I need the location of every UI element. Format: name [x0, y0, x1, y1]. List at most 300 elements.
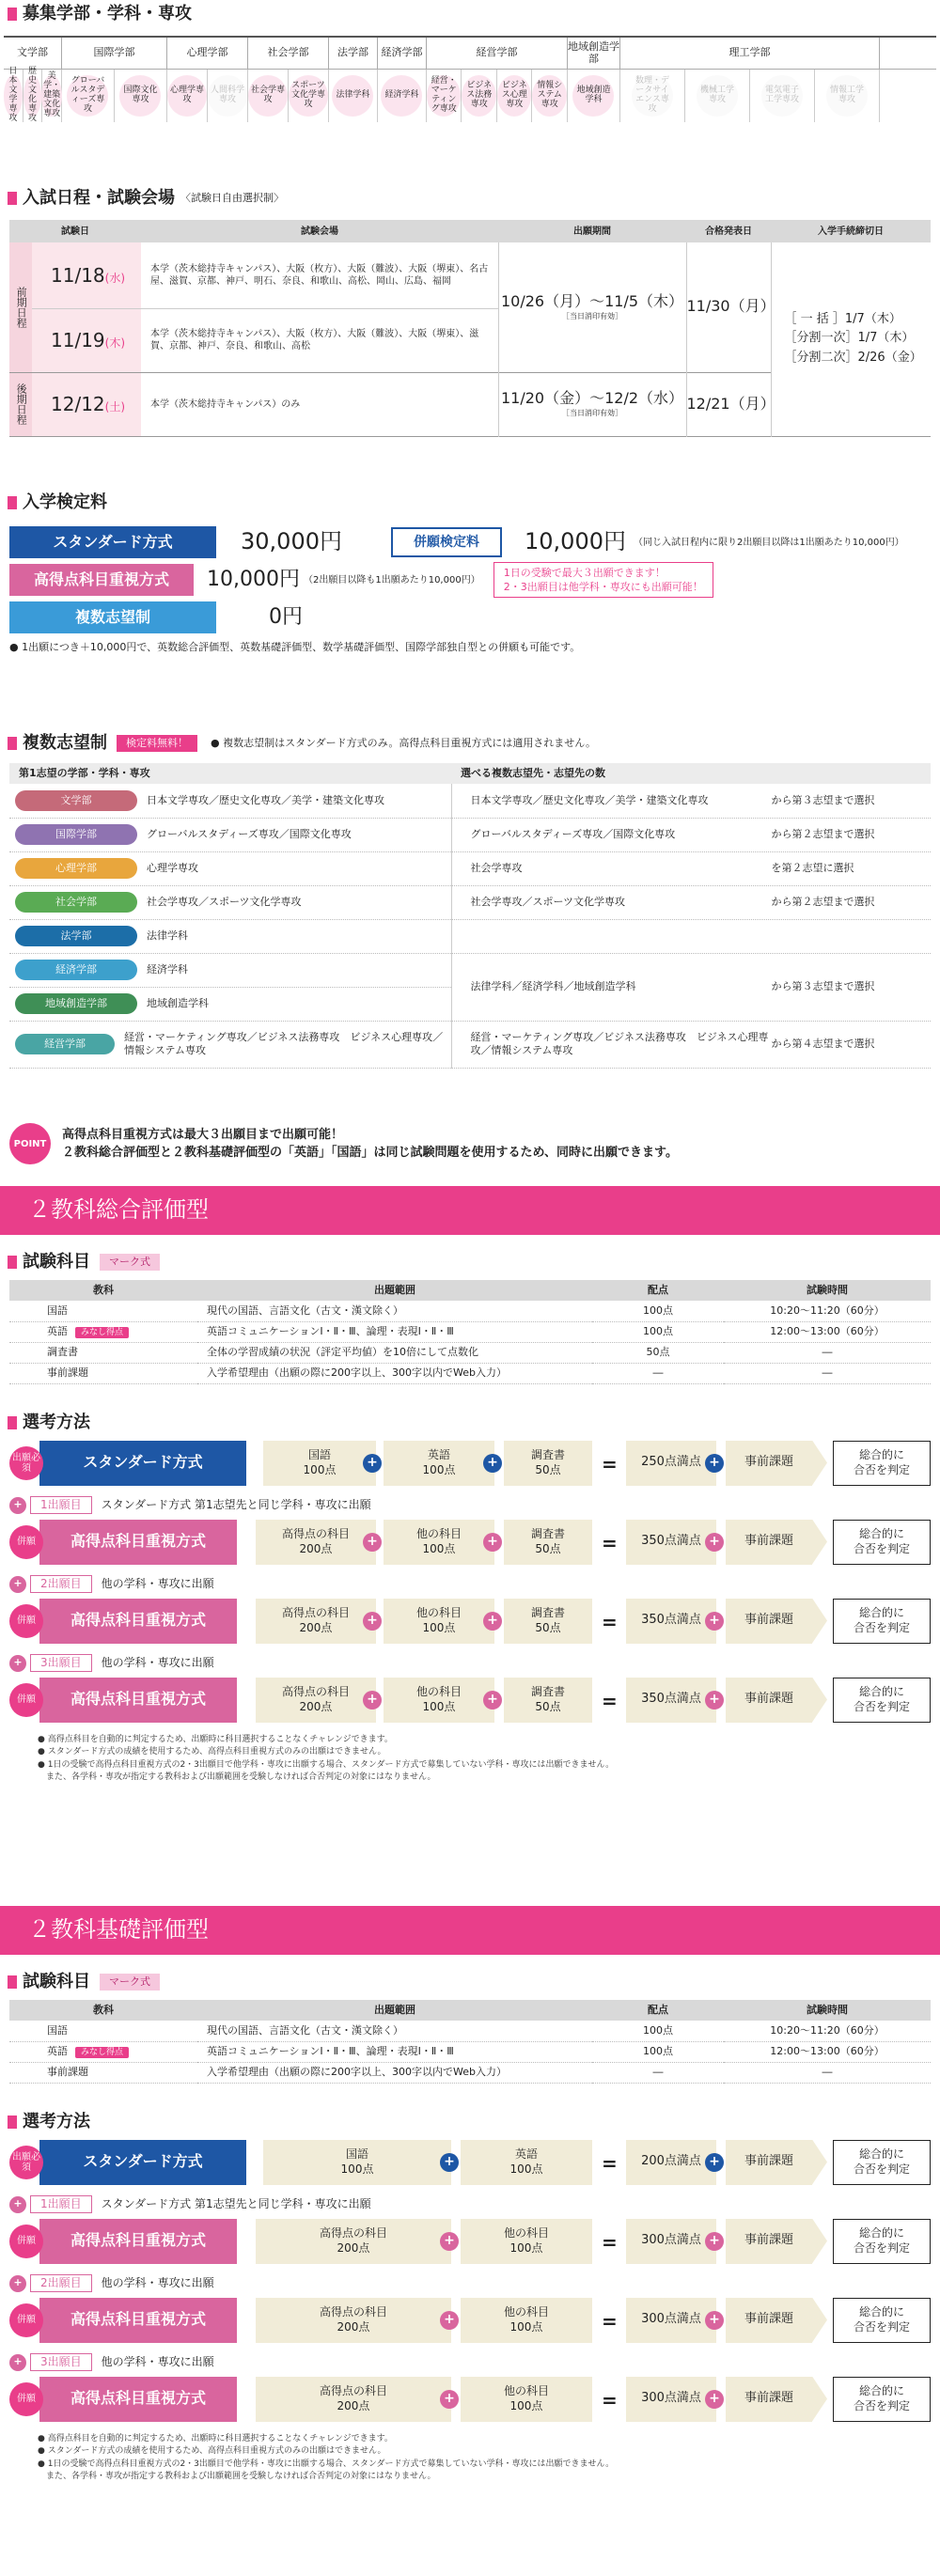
first-choice-cell	[9, 885, 451, 919]
note: また、各学科・専攻が指定する教科および出願範囲を受験しなければ合否判定の対象にはなりません。	[38, 1772, 436, 1782]
hi-note: （2出願目以降も1出願あたり10,000円）	[303, 574, 480, 585]
subject-lines	[504, 2384, 549, 2413]
faculty-header-row	[4, 38, 936, 70]
subject-lines	[416, 1685, 462, 1714]
first-choice-cell	[9, 919, 451, 953]
plus-icon: +	[705, 1691, 724, 1710]
subject-line: 他の科目	[503, 2304, 549, 2318]
note: ● スタンダード方式の成績を使用するため、高得点科目重視方式のみの出願はできません。	[38, 2446, 386, 2456]
subject-line: 200点	[337, 2240, 370, 2255]
subject-box	[461, 2219, 592, 2264]
program-circle: 地域創造学科	[572, 75, 614, 117]
plus-icon: +	[705, 1454, 724, 1473]
application-tag	[9, 2194, 931, 2215]
multi-note: ● 複数志望制はスタンダード方式のみ。高得点科目重視方式には適用されません。	[211, 736, 596, 749]
first-choice-cell	[9, 1021, 451, 1068]
final-judgement	[833, 1520, 931, 1565]
subject-range: 現代の国語、言語文化（古文・漢文除く）	[197, 1301, 592, 1321]
final-lines	[854, 1448, 910, 1477]
choices	[471, 980, 932, 993]
program-cell	[620, 70, 685, 122]
subject-header: 試験時間	[807, 1283, 848, 1296]
essay-box: 事前課題	[726, 2219, 812, 2264]
choice-count: から第３志望まで選択	[771, 793, 875, 806]
equals-icon: =	[602, 2309, 618, 2333]
first-choice	[15, 892, 451, 913]
subject-name	[9, 1363, 197, 1383]
flow-arrow	[812, 2219, 827, 2264]
final-line: 総合的に	[858, 1684, 904, 1698]
choices-cell	[451, 784, 931, 818]
final-line: 総合的に	[858, 1605, 904, 1619]
mark-badge: マーク式	[100, 1974, 160, 1991]
section-fees	[0, 489, 940, 654]
program-cell	[685, 70, 750, 122]
type2-band: ２教科基礎評価型	[0, 1906, 940, 1955]
choice-list: グローバルスタディーズ専攻／国際文化専攻	[470, 827, 676, 840]
callout-line: 1日の受験で最大３出願できます！	[503, 566, 666, 579]
multi-row	[9, 953, 931, 987]
subject-box	[256, 2219, 451, 2264]
final-line: 合否を判定	[853, 2240, 910, 2255]
multi-fee: 0円	[269, 604, 303, 629]
subject-label: 事前課題	[47, 1366, 88, 1379]
subject-line: 200点	[299, 1541, 333, 1555]
exam-venue: 本学（茨木総持寺キャンパス）、大阪（枚方）、大阪（難波）、大阪（堺東）、滋賀、京都、神戸、奈良、和歌山、高松	[150, 329, 479, 351]
subject-line: 英語	[514, 2147, 538, 2161]
type-badge: 併願	[9, 2382, 43, 2416]
apply-period: 11/20（金）～12/2（水）	[500, 389, 684, 408]
application-number: 3出願目	[30, 2353, 92, 2372]
type-badge: 併願	[9, 1683, 43, 1717]
callout-line: 2・3出願目は他学科・専攻にも出願可能！	[503, 581, 703, 593]
first-choice-programs: 法律学科	[147, 929, 188, 942]
faculty-cell: 経済学部	[378, 38, 427, 69]
subject-lines	[531, 1606, 565, 1635]
subject-box	[384, 1520, 494, 1565]
deadline-lump: ［ 一 括 ］1/7（木）	[784, 311, 901, 326]
final-lines	[854, 1606, 910, 1635]
essay-box: 事前課題	[726, 2298, 812, 2343]
first-choice-programs: 心理学専攻	[147, 861, 198, 874]
final-line: 合否を判定	[853, 2398, 910, 2412]
program-cell	[497, 70, 533, 122]
subject-line: 調査書	[530, 1684, 565, 1698]
plus-icon: +	[440, 2311, 459, 2330]
final-judgement	[833, 1599, 931, 1644]
type-badge: 出願必須	[9, 1446, 43, 1480]
program-cell	[208, 70, 248, 122]
type-label: 高得点科目重視方式	[39, 2219, 237, 2264]
note: ● 高得点科目を自動的に判定するため、出願時に科目選択することなくチャレンジできます。	[38, 2433, 393, 2443]
multi-header-first: 第1志望の学部・学科・専攻	[19, 766, 150, 779]
type2-flow	[0, 2136, 940, 2426]
col-announce: 合格発表日	[705, 226, 752, 237]
type-label: スタンダード方式	[39, 1441, 246, 1486]
program-circle: 電気電子工学専攻	[761, 75, 803, 117]
final-lines	[854, 1685, 910, 1714]
result-score: 350点満点	[626, 1599, 716, 1644]
application-tag	[9, 1495, 931, 1516]
subject-box	[263, 2140, 451, 2185]
first-choice-cell	[9, 953, 451, 987]
program-cell	[248, 70, 289, 122]
essay-box: 事前課題	[726, 1520, 812, 1565]
plus-icon: +	[9, 2354, 26, 2371]
section-type1	[0, 1186, 940, 1785]
choices-cell	[451, 1021, 931, 1068]
type-badge: 併願	[9, 1604, 43, 1638]
note: ● スタンダード方式の成績を使用するため、高得点科目重視方式のみの出願はできません。	[38, 1747, 386, 1756]
type-label: 高得点科目重視方式	[39, 1678, 237, 1723]
type-label: 高得点科目重視方式	[39, 2298, 237, 2343]
choices	[471, 794, 932, 807]
subject-lines	[504, 2226, 549, 2256]
flow-arrow	[812, 2377, 827, 2422]
col-period: 出願期間	[573, 226, 611, 237]
subject-row	[9, 1363, 931, 1383]
choices-cell	[451, 919, 931, 953]
flow-type	[9, 2377, 237, 2422]
subject-line: 100点	[509, 2398, 543, 2412]
first-choice-cell	[9, 851, 451, 885]
multi-header-choices: 選べる複数志望先・志望先の数	[461, 766, 605, 779]
final-line: 総合的に	[858, 2383, 904, 2397]
section-multi	[0, 729, 940, 1069]
faculty-pill: 社会学部	[15, 892, 137, 913]
essay-box: 事前課題	[726, 2140, 812, 2185]
application-number: 1出願目	[30, 2195, 92, 2214]
subject-points: 100点	[592, 2041, 724, 2062]
exam-dow: 土	[109, 400, 121, 414]
col-deadline: 入学手続締切日	[818, 226, 884, 237]
note: ● 高得点科目を自動的に判定するため、出願時に科目選択することなくチャレンジできます。	[38, 1734, 393, 1744]
std-label: スタンダード方式	[9, 526, 216, 558]
subject-header-row	[9, 1280, 931, 1301]
choices	[471, 896, 932, 909]
point-box	[9, 1122, 931, 1165]
plus-icon: +	[483, 1612, 502, 1631]
final-judgement	[833, 2140, 931, 2185]
subject-range: 現代の国語、言語文化（古文・漢文除く）	[197, 2021, 592, 2041]
subject-box	[461, 2140, 592, 2185]
program-circle: 機械工学専攻	[697, 75, 738, 117]
application-text: スタンダード方式 第1志望先と同じ学科・専攻に出願	[101, 2196, 371, 2210]
result-score: 300点満点	[626, 2219, 716, 2264]
result-score: 250点満点	[626, 1441, 716, 1486]
faculty-cell: 理工学部	[620, 38, 880, 69]
program-cell	[42, 70, 62, 122]
application-number: 3出願目	[30, 1654, 92, 1673]
subject-line: 200点	[337, 2398, 370, 2412]
subject-line: 調査書	[530, 1447, 565, 1461]
program-circle: 国際文化専攻	[119, 75, 161, 117]
choices-cell	[451, 818, 931, 851]
subject-title-row	[0, 1968, 940, 1996]
subject-lines	[531, 1685, 565, 1714]
flow-row	[9, 1674, 931, 1726]
first-choice	[15, 858, 451, 879]
note: ● 1日の受験で高得点科目重視方式の2・3出願目で他学科・専攻に出願する場合、スタンダード方式で募集していない学科・専攻には出願できません。	[38, 1759, 615, 1770]
final-judgement	[833, 2298, 931, 2343]
program-cell	[427, 70, 462, 122]
multi-title: 複数志望制	[23, 733, 107, 754]
subject-line: 200点	[299, 1620, 333, 1634]
essay-box: 事前課題	[726, 2377, 812, 2422]
plus-icon: +	[440, 2153, 459, 2172]
choices	[471, 1031, 932, 1058]
first-choice	[15, 993, 451, 1014]
equals-icon: =	[602, 1531, 618, 1554]
subject-header: 配点	[648, 2003, 668, 2016]
final-lines	[854, 2384, 910, 2413]
subject-range: 全体の学習成績の状況（評定平均値）を10倍にして点数化	[197, 1342, 592, 1363]
subject-line: 高得点の科目	[281, 1605, 350, 1619]
application-text: スタンダード方式 第1志望先と同じ学科・専攻に出願	[101, 1497, 371, 1511]
exam-dow: 木	[109, 336, 121, 350]
exam-dow: 水	[109, 271, 121, 285]
selection-title: 選考方法	[0, 1409, 940, 1437]
subject-lines	[423, 1448, 456, 1477]
program-circle: ビジネス法務専攻	[462, 75, 496, 117]
multi-row	[9, 851, 931, 885]
period-note: ［当日消印有効］	[562, 409, 622, 418]
flow-type	[9, 2298, 237, 2343]
subject-line: 50点	[535, 1699, 561, 1713]
flow-type	[9, 1678, 237, 1723]
col-date: 試験日	[61, 226, 89, 237]
application-tag	[9, 2352, 931, 2373]
subject-line: 他の科目	[503, 2383, 549, 2397]
first-choice-cell	[9, 784, 451, 818]
subject-line: 100点	[509, 2319, 543, 2334]
subject-line: 100点	[303, 1462, 337, 1476]
subject-range: 英語コミュニケーションⅠ・Ⅱ・Ⅲ、論理・表現Ⅰ・Ⅱ・Ⅲ	[197, 1321, 592, 1342]
faculty-pill: 経済学部	[15, 960, 137, 980]
plus-icon: +	[705, 1612, 724, 1631]
first-choice-cell	[9, 818, 451, 851]
flow-row	[9, 2373, 931, 2426]
subject-box	[504, 1520, 592, 1565]
flow-type	[9, 2140, 246, 2185]
exam-venue: 本学（茨木総持寺キャンパス）、大阪（枚方）、大阪（難波）、大阪（堺東）、名古屋、滋賀、京都、神戸、明石、奈良、和歌山、高松、岡山、広島、福岡	[150, 263, 489, 287]
choices-cell	[451, 953, 931, 1021]
subject-box	[256, 2298, 451, 2343]
subject-box	[504, 1599, 592, 1644]
subject-line: 200点	[299, 1699, 333, 1713]
program-cell	[115, 70, 167, 122]
kouki-label: 後期日程	[9, 372, 32, 436]
subject-points: 50点	[592, 1342, 724, 1363]
choice-count: から第４志望まで選択	[771, 1037, 875, 1050]
type-label: スタンダード方式	[39, 2140, 246, 2185]
final-line: 合否を判定	[853, 1462, 910, 1476]
minashi-badge: みなし得点	[75, 1327, 129, 1338]
final-lines	[854, 1527, 910, 1556]
subject-line: 他の科目	[415, 1684, 462, 1698]
application-number: 1出願目	[30, 1496, 92, 1515]
subject-lines	[341, 2147, 374, 2177]
multi-row	[9, 784, 931, 818]
subject-header: 配点	[648, 1283, 668, 1296]
application-number: 2出願目	[30, 2274, 92, 2293]
flow-arrow	[812, 1441, 827, 1486]
schedule-title: 入試日程・試験会場	[23, 188, 175, 209]
subject-row	[9, 1301, 931, 1321]
first-choice-programs: グローバルスタディーズ専攻／国際文化専攻	[147, 827, 352, 840]
multi-row	[9, 885, 931, 919]
subject-header: 出題範囲	[374, 1283, 415, 1296]
program-cell	[568, 70, 620, 122]
plus-icon: +	[363, 1454, 382, 1473]
flow-row	[9, 1595, 931, 1647]
flow-arrow	[812, 1678, 827, 1723]
final-line: 合否を判定	[853, 2162, 910, 2176]
choices	[471, 862, 932, 875]
faculty-cell: 経営学部	[427, 38, 568, 69]
subject-line: 高得点の科目	[319, 2225, 387, 2240]
subject-time: 12:00～13:00（60分）	[724, 1321, 931, 1342]
final-line: 合否を判定	[853, 1620, 910, 1634]
faculty-pill: 国際学部	[15, 824, 137, 845]
program-cell	[24, 67, 43, 123]
subject-label: 国語	[47, 2023, 68, 2037]
subject-lines	[504, 2305, 549, 2334]
flow-row	[9, 1437, 931, 1490]
subject-box	[256, 2377, 451, 2422]
subject-line: 50点	[535, 1541, 561, 1555]
point-line: ２教科総合評価型と２教科基礎評価型の「英語」「国語」は同じ試験問題を使用するため、同時に出願できます。	[62, 1146, 678, 1160]
subject-title: 試験科目	[23, 1972, 90, 1992]
program-cell	[4, 67, 24, 123]
subject-label: 英語	[47, 2044, 68, 2057]
application-text: 他の学科・専攻に出願	[101, 2354, 214, 2368]
subject-lines	[510, 2147, 543, 2177]
final-lines	[854, 2226, 910, 2256]
flow-row	[9, 2215, 931, 2268]
subject-box	[256, 1678, 376, 1723]
faculty-pill: 文学部	[15, 790, 137, 811]
faculty-cell: 文学部	[4, 38, 62, 69]
program-cell	[167, 70, 208, 122]
program-circle: 経営・マーケティング専攻	[427, 75, 462, 117]
exam-date: 11/18	[51, 263, 105, 287]
free-badge: 検定料無料！	[117, 735, 197, 752]
program-circle: 美学・建築文化専攻	[43, 71, 61, 118]
subject-line: 100点	[422, 1699, 456, 1713]
subject-lines	[320, 2384, 387, 2413]
subject-line: 高得点の科目	[281, 1684, 350, 1698]
subject-lines	[416, 1606, 462, 1635]
equals-icon: =	[602, 2230, 618, 2254]
type-badge: 併願	[9, 2303, 43, 2337]
subject-box	[384, 1678, 494, 1723]
type1-band: ２教科総合評価型	[0, 1186, 940, 1235]
program-circle: グローバルスタディーズ専攻	[67, 75, 108, 117]
subject-line: 高得点の科目	[319, 2383, 387, 2397]
subject-name	[9, 1321, 197, 1342]
type-badge: 併願	[9, 2225, 43, 2258]
subject-box	[384, 1599, 494, 1644]
minashi-badge: みなし得点	[75, 2047, 129, 2058]
flow-arrow	[812, 2140, 827, 2185]
subject-points: 100点	[592, 1301, 724, 1321]
subject-box	[504, 1678, 592, 1723]
subject-range: 入学希望理由（出願の際に200字以上、300字以内でWeb入力）	[197, 2062, 592, 2083]
equals-icon: =	[602, 1689, 618, 1712]
program-cell	[532, 70, 568, 122]
subject-box	[461, 2298, 592, 2343]
selection-title: 選考方法	[0, 2108, 940, 2136]
subject-box	[256, 1520, 376, 1565]
program-circle: 情報システム専攻	[532, 75, 567, 117]
first-choice-cell	[9, 987, 451, 1021]
first-choice-programs: 経済学科	[147, 962, 188, 976]
subject-lines	[416, 1527, 462, 1556]
flow-arrow	[812, 1599, 827, 1644]
subject-header-row	[9, 2000, 931, 2021]
note: ● 1日の受験で高得点科目重視方式の2・3出願目で他学科・専攻に出願する場合、スタンダード方式で募集していない学科・専攻には出願できません。	[38, 2459, 615, 2469]
type1-notes	[38, 1734, 940, 1785]
subject-line: 100点	[509, 2240, 543, 2255]
plus-icon: +	[705, 2390, 724, 2409]
type-badge: 併願	[9, 1525, 43, 1559]
subject-line: 100点	[422, 1541, 456, 1555]
subject-line: 国語	[345, 2147, 368, 2161]
subject-line: 200点	[337, 2319, 370, 2334]
plus-icon: +	[363, 1533, 382, 1552]
callout	[494, 562, 713, 599]
subject-points: 100点	[592, 1321, 724, 1342]
subject-line: 高得点の科目	[281, 1526, 350, 1540]
final-lines	[854, 2305, 910, 2334]
faculty-cell: 心理学部	[167, 38, 248, 69]
subject-header: 出題範囲	[374, 2003, 415, 2016]
first-choice	[15, 790, 451, 811]
subject-lines	[304, 1448, 337, 1477]
program-cell	[378, 70, 427, 122]
subject-box	[263, 1441, 376, 1486]
application-text: 他の学科・専攻に出願	[101, 1576, 214, 1590]
multi-row	[9, 818, 931, 851]
section-title	[0, 184, 940, 212]
type2-subject-table	[9, 2000, 931, 2084]
plus-icon: +	[9, 2275, 26, 2292]
subject-row	[9, 2041, 931, 2062]
subject-line: 英語	[427, 1447, 450, 1461]
subject-lines	[531, 1448, 565, 1477]
plus-icon: +	[9, 2196, 26, 2213]
deadline-split2: ［分割二次］2/26（金）	[784, 351, 922, 366]
application-text: 他の学科・専攻に出願	[101, 2275, 214, 2289]
choice-list: 経営・マーケティング専攻／ビジネス法務専攻 ビジネス心理専攻／情報システム専攻	[470, 1030, 769, 1056]
subject-line: 100点	[422, 1462, 456, 1476]
heigan-note: （同じ入試日程内に限り2出願目以降は1出願あたり10,000円）	[633, 537, 904, 548]
plus-icon: +	[705, 2311, 724, 2330]
multi-row	[9, 919, 931, 953]
choice-list: 社会学専攻／スポーツ文化学専攻	[470, 895, 626, 908]
subject-lines	[531, 1527, 565, 1556]
subject-line: 100点	[422, 1620, 456, 1634]
faculty-cell: 法学部	[329, 38, 378, 69]
equals-icon: =	[602, 1610, 618, 1633]
hi-label: 高得点科目重視方式	[9, 564, 194, 596]
announce-date: 12/21（月）	[686, 372, 771, 436]
plus-icon: +	[363, 1612, 382, 1631]
faculty-pill: 経営学部	[15, 1034, 115, 1054]
subject-title: 試験科目	[23, 1252, 90, 1272]
plus-icon: +	[705, 1533, 724, 1552]
